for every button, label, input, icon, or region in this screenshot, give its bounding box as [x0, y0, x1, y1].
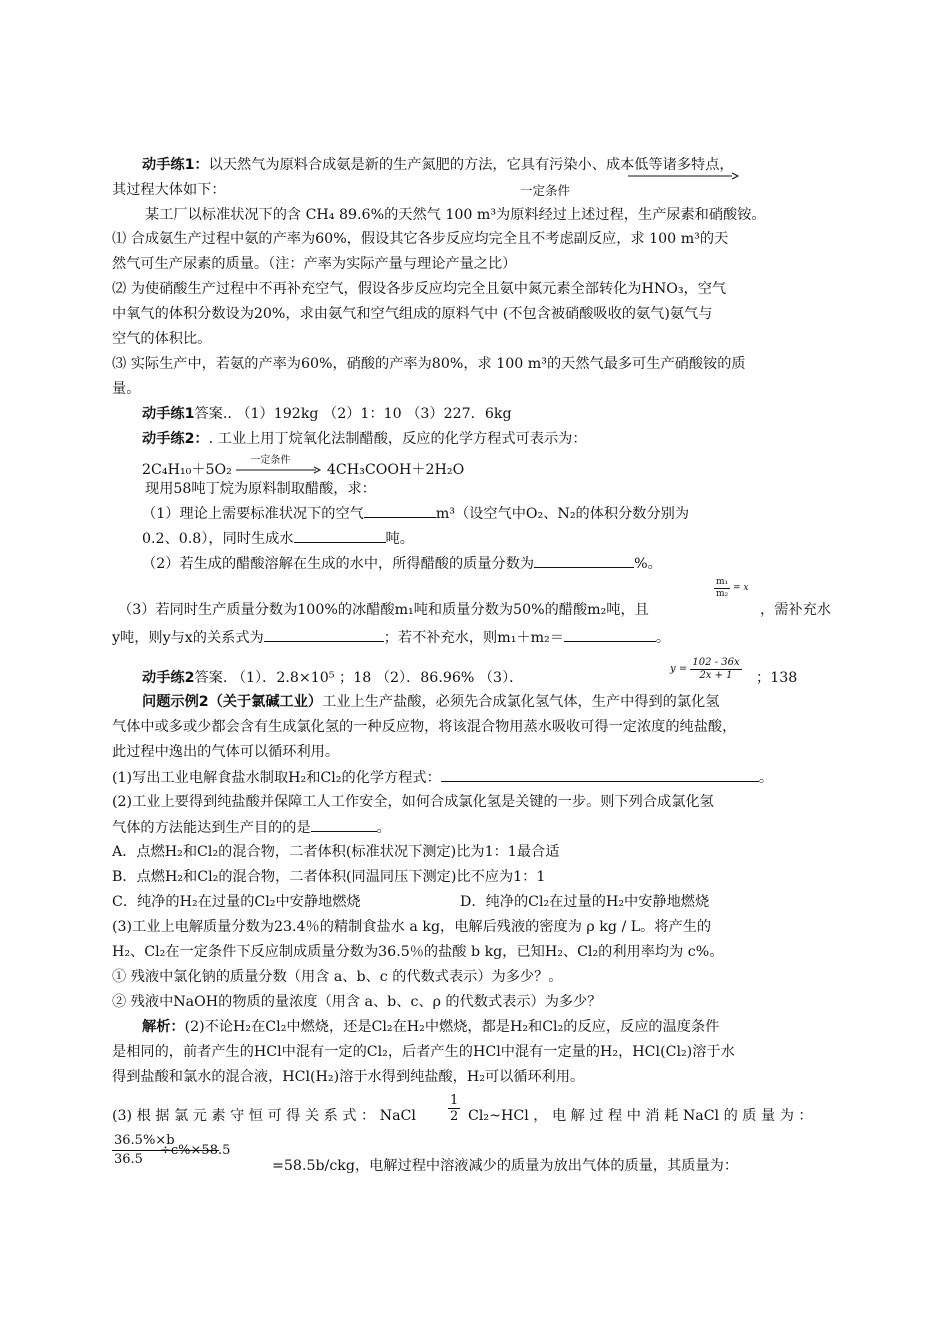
problem2-q3c: ① 残液中氯化钠的质量分数（用含 a、b、c 的代数式表示）为多少？。 — [112, 969, 563, 985]
exercise1-q3b: 量。 — [112, 381, 141, 397]
exercise1-line3: 某工厂以标准状况下的含 CH₄ 89.6%的天然气 100 m³为原料经过上述过程，生产尿素和硝酸铵。 — [145, 207, 766, 223]
q3a-text: （3）若同时生产质量分数为100%的冰醋酸m₁吨和质量分数为50%的醋酸m₂吨，且 — [118, 602, 649, 618]
solution-line4-rest: Cl₂~HCl ， 电 解 过 程 中 消 耗 NaCl 的 质 量 为 ： — [468, 1108, 813, 1124]
mass-ratio-rhs: = x — [733, 583, 749, 593]
answer-fraction — [690, 657, 741, 682]
option-c: C．纯净的H₂在过量的Cl₂中安静地燃烧 — [112, 894, 361, 910]
exercise1-q1b: 然气可生产尿素的质量。（注：产率为实际产量与理论产量之比） — [112, 256, 517, 272]
answer-relation-formula — [670, 657, 742, 682]
problem2-title: 问题示例2（关于氯碱工业） — [142, 694, 323, 710]
exercise2-line1 — [142, 429, 587, 449]
solution-text-1: (2)不论H₂在Cl₂中燃烧，还是Cl₂在H₂中燃烧，都是H₂和Cl₂的反应，反应的温度条件 — [184, 1019, 720, 1035]
problem2-q1-end: 。 — [758, 770, 774, 786]
option-b: B．点燃H₂和Cl₂的混合物，二者体积(同温同压下测定)比不应为1：1 — [112, 869, 546, 885]
problem2-q2b-end: 。 — [376, 820, 391, 836]
problem2-line1 — [142, 692, 719, 712]
solution-fraction-mid: ÷c%×58.5 — [160, 1143, 231, 1158]
exercise2-q1b — [142, 528, 414, 549]
problem2-line3: 此过程中逸出的气体可以循环利用。 — [112, 744, 340, 760]
q2-text: （2）若生成的醋酸溶解在生成的水中，所得醋酸的质量分数为 — [142, 556, 535, 572]
equation-arrow — [236, 455, 322, 480]
equation-condition: 一定条件 — [250, 455, 291, 466]
exercise1-title: 动手练1： — [142, 157, 209, 173]
solution-line2: 是相同的，前者产生的HCl中混有一定的Cl₂，后者产生的HCl中混有一定量的H₂，HCl(Cl₂)溶于水 — [112, 1044, 735, 1060]
option-a: A．点燃H₂和Cl₂的混合物，二者体积(标准状况下测定)比为1：1最合适 — [112, 844, 560, 860]
half-fraction-body — [448, 1093, 460, 1124]
q3b-text: y吨，则y与x的关系式为 — [112, 630, 264, 646]
exercise2-title: 动手练2： — [142, 431, 209, 447]
solution-line5: =58.5b/ckg，电解过程中溶液减少的质量为放出气体的质量，其质量为： — [272, 1158, 739, 1174]
problem2-q2b — [112, 817, 391, 838]
q1a-text: （1）理论上需要标准状况下的空气 — [142, 506, 364, 522]
half-numerator: 1 — [450, 1093, 459, 1108]
solution-title: 解析： — [142, 1019, 185, 1035]
problem2-line2: 气体中或多或少都会含有生成氯化氢的一种反应物，将该混合物用蒸水吸收可得一定浓度的纯盐酸， — [112, 719, 737, 735]
equation-products: 4CH₃COOH＋2H₂O — [326, 462, 465, 478]
exercise2-answer-title: 动手练2 — [142, 670, 195, 686]
solution-text-4a: (3) 根 据 氯 元 素 守 恒 可 得 关 系 式 ： NaCl — [112, 1108, 416, 1124]
exercise1-answer-text: 答案.. （1）192kg （2）1：10 （3）227．6kg — [194, 406, 512, 422]
exercise1-text: 以天然气为原料合成氨是新的生产氮肥的方法，它具有污染小、成本低等诸多特点， — [208, 157, 734, 173]
exercise1-q2b: 中氧气的体积分数设为20%，求由氨气和空气组成的原料气中 (不包含被硝酸吸收的氨气)氨气与 — [112, 306, 713, 322]
solution-line3: 得到盐酸和氯水的混合液，HCl(H₂)溶于水得到纯盐酸，H₂可以循环利用。 — [112, 1069, 585, 1085]
exercise1-answer — [142, 404, 512, 424]
answer-blank-air[interactable] — [364, 503, 436, 518]
exercise1-q1a: ⑴ 合成氨生产过程中氨的产率为60%，假设其它各步反应均完全且不考虑副反应，求 100 m³的天 — [112, 231, 729, 247]
answer-blank-relation[interactable] — [264, 627, 384, 642]
q3b-text-2: ；若不补充水，则m₁＋m₂＝ — [383, 630, 564, 646]
answer-y: y = — [670, 663, 688, 675]
mass-ratio-fraction — [714, 577, 730, 600]
equation-reactants: 2C₄H₁₀＋5O₂ — [142, 462, 232, 478]
mass-ratio-formula — [714, 577, 749, 600]
exercise2-q3b — [112, 627, 670, 648]
half-denominator: 2 — [450, 1109, 459, 1124]
exercise2-q3a — [118, 600, 649, 620]
answer-blank-mass[interactable] — [564, 627, 656, 642]
q2-text-2: %。 — [634, 556, 662, 572]
exercise2-answer-end: ；138 — [756, 670, 798, 686]
reaction-arrow — [628, 172, 740, 180]
q1a-text-2: m³（设空气中O₂、N₂的体积分数分别为 — [435, 506, 690, 522]
exercise2-equation — [142, 455, 465, 480]
problem2-q3b: H₂、Cl₂在一定条件下反应制成质量分数为36.5％的盐酸 b kg，已知H₂、Cl₂的利用率均为 c%。 — [112, 944, 724, 960]
solution-fraction-numerator: 36.5%×b — [112, 1132, 219, 1151]
solution-line1 — [142, 1017, 719, 1037]
problem2-text: 工业上生产盐酸，必须先合成氯化氢气体，生产中得到的氯化氢 — [322, 694, 720, 710]
answer-fraction-denominator: 2x + 1 — [699, 670, 733, 681]
exercise1-q2c: 空气的体积比。 — [112, 331, 212, 347]
exercise1-q3a: ⑶ 实际生产中，若氨的产率为60%，硝酸的产率为80%，求 100 m³的天然气最多可生产硝酸铵的质 — [112, 356, 746, 372]
exercise2-q1a — [142, 503, 689, 524]
exercise2-q2 — [142, 553, 662, 574]
answer-blank-choice[interactable] — [311, 817, 377, 832]
mass-ratio-denominator: m₂ — [716, 589, 729, 599]
exercise2-answer-text: 答案. （1）．2.8×10⁵ ；18 （2）．86.96% （3）． — [194, 670, 524, 686]
answer-fraction-numerator: 102 - 36x — [692, 657, 740, 668]
reaction-condition: 一定条件 — [520, 183, 571, 198]
problem2-q3a: (3)工业上电解质量分数为23.4％的精制食盐水 a kg，电解后残液的密度为 ρ kg / L。将产生的 — [112, 919, 712, 935]
exercise2-line-a: 现用58吨丁烷为原料制取醋酸，求： — [145, 481, 376, 497]
answer-blank-equation[interactable] — [441, 767, 759, 782]
exercise1-line2: 其过程大体如下： — [112, 182, 226, 198]
solution-fraction-denominator: 36.5 — [114, 1152, 143, 1167]
problem2-q2a: (2)工业上要得到纯盐酸并保障工人工作安全，如何合成氯化氢是关键的一步。则下列合成氯化氢 — [112, 794, 714, 810]
solution-line4 — [112, 1106, 416, 1126]
q1b-text-2: 吨。 — [385, 531, 414, 547]
exercise2-intro: . 工业上用丁烷氧化法制醋酸，反应的化学方程式可表示为： — [208, 431, 587, 447]
answer-blank-water[interactable] — [294, 528, 386, 543]
q1b-text: 0.2、0.8），同时生成水 — [142, 531, 294, 547]
answer-blank-fraction[interactable] — [534, 553, 634, 568]
mass-ratio-numerator: m₁ — [716, 577, 729, 587]
exercise1-q2a: ⑵ 为使硝酸生产过程中不再补充空气，假设各步反应均完全且氨中氮元素全部转化为HNO₃，空气 — [112, 281, 727, 297]
problem2-q2b-text: 气体的方法能达到生产目的的是 — [112, 820, 311, 836]
option-d: D．纯净的Cl₂在过量的H₂中安静地燃烧 — [460, 894, 710, 910]
problem2-q1-text: (1)写出工业电解食盐水制取H₂和Cl₂的化学方程式： — [112, 770, 441, 786]
problem2-q1 — [112, 767, 773, 788]
problem2-q3d: ② 残液中NaOH的物质的量浓度（用含 a、b、c、ρ 的代数式表示）为多少？ — [112, 994, 602, 1010]
exercise1-answer-title: 动手练1 — [142, 406, 195, 422]
half-fraction — [448, 1093, 460, 1124]
exercise2-answer — [142, 668, 523, 688]
exercise2-q3a-end: ，需补充水 — [760, 602, 831, 618]
q3b-text-3: 。 — [655, 630, 671, 646]
